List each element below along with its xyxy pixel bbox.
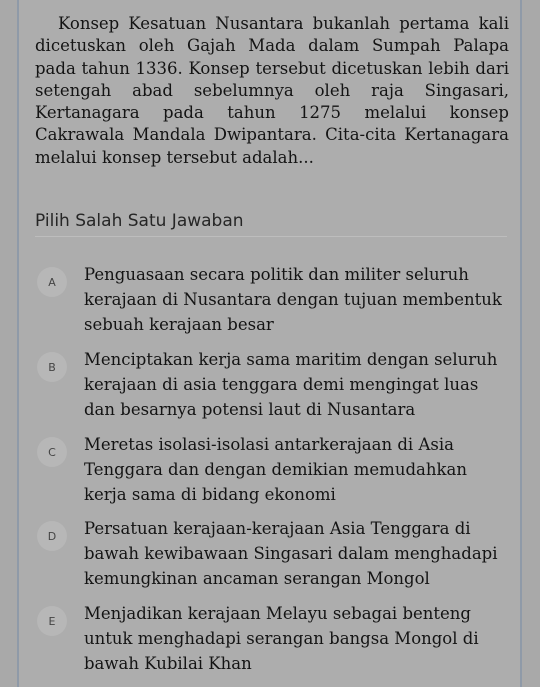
question-text: Konsep Kesatuan Nusantara bukanlah pertama kali dicetuskan oleh Gajah Mada dalam Sumpah Palapa pada tahun 1336. Konsep tersebut dicetuskan lebih dari setengah abad sebelumnya oleh raja Singasari, Kertanagara pada tahun 1275 melalui konsep Cakrawala Mandala Dwipantara. Cita-cita Kertanagara melalui konsep tersebut adalah...: [35, 14, 509, 167]
option-a-text[interactable]: Penguasaan secara politik dan militer seluruh kerajaan di Nusantara dengan tujuan membentuk sebuah kerajaan besar: [84, 265, 502, 334]
answer-prompt-label: Pilih Salah Satu Jawaban: [35, 211, 244, 231]
option-e-text[interactable]: Menjadikan kerajaan Melayu sebagai benteng untuk menghadapi serangan bangsa Mongol di bawah Kubilai Khan: [84, 604, 479, 673]
option-c-badge[interactable]: C: [37, 437, 67, 467]
option-b-text[interactable]: Menciptakan kerja sama maritim dengan seluruh kerajaan di asia tenggara demi mengingat luas dan besarnya potensi laut di Nusantara: [84, 350, 498, 419]
option-b-badge[interactable]: B: [37, 352, 67, 382]
option-d-badge[interactable]: D: [37, 521, 67, 551]
option-e-badge[interactable]: E: [37, 606, 67, 636]
option-a-badge[interactable]: A: [37, 267, 67, 297]
divider: [35, 236, 507, 237]
option-c-text[interactable]: Meretas isolasi-isolasi antarkerajaan di Asia Tenggara dan dengan demikian memudahkan kerja sama di bidang ekonomi: [84, 435, 467, 504]
question-card: [17, 0, 522, 687]
option-d-text[interactable]: Persatuan kerajaan-kerajaan Asia Tenggara di bawah kewibawaan Singasari dalam menghadapi kemungkinan ancaman serangan Mongol: [84, 519, 498, 588]
